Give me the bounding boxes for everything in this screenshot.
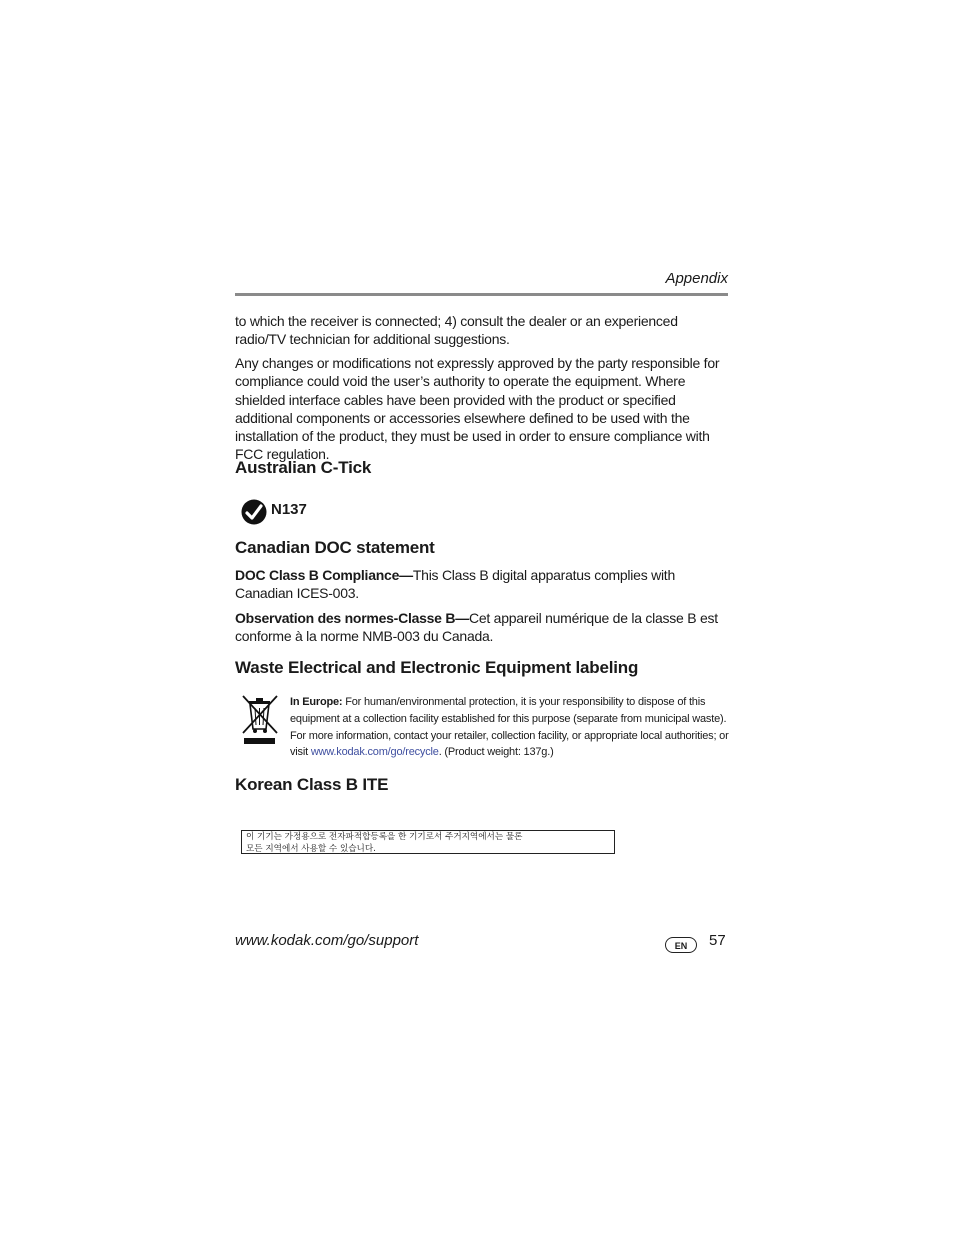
heading-weee: Waste Electrical and Electronic Equipment labeling [235, 658, 639, 677]
heading-australian-c-tick: Australian C-Tick [235, 458, 372, 477]
heading-canadian-doc: Canadian DOC statement [235, 538, 435, 557]
korean-line-1: 이 기기는 가정용으로 전자파적합등록을 한 기기로서 주거지역에서는 물론 [246, 832, 523, 842]
language-badge: EN [665, 937, 697, 953]
korean-statement-box [241, 830, 615, 854]
canadian-paragraph-1 [235, 566, 730, 603]
heading-korean-class-b: Korean Class B ITE [235, 775, 389, 794]
page-number: 57 [709, 932, 726, 949]
korean-line-2: 모든 지역에서 사용할 수 있습니다. [246, 843, 376, 854]
observation-label: Observation des normes-Classe B— [235, 610, 469, 626]
recycle-link[interactable]: www.kodak.com/go/recycle [310, 746, 439, 759]
observation-text: Cet appareil numérique de la classe B est conforme à la norme NMB-003 du Canada. [235, 610, 718, 645]
doc-compliance-text: This Class B digital apparatus complies with Canadian ICES-003. [235, 567, 675, 602]
intro-paragraph-1: to which the receiver is connected; 4) consult the dealer or an experienced radio/TV technician for additional suggestions. [235, 313, 678, 348]
intro-paragraph-2: Any changes or modifications not expressly approved by the party responsible for compliance could void the user’s authority to operate the equipment. Where shielded interface cables have been provided with the product or specified additional components or accessories elsewhere defined to be used with the installation of the product, they must be used in order to ensure compliance with FCC regulation. [235, 355, 720, 463]
weee-lead: In Europe: [290, 696, 343, 708]
weee-text-2: . (Product weight: 137g.) [438, 746, 554, 759]
crossed-bin-icon [241, 693, 279, 745]
weee-paragraph [290, 694, 730, 761]
running-header: Appendix [665, 270, 728, 287]
c-tick-icon [241, 499, 267, 525]
canadian-paragraph-2 [235, 609, 730, 646]
c-tick-code: N137 [271, 501, 307, 518]
doc-compliance-label: DOC Class B Compliance— [235, 567, 413, 583]
footer-support-url[interactable]: www.kodak.com/go/support [235, 932, 419, 949]
weee-text-1: For human/environmental protection, it is your responsibility to dispose of this equipment at a collection facility established for this purpose (separate from municipal waste). For more information, contact your retailer, collection facility, or appropriate local authorities; or visit [290, 696, 729, 759]
header-rule [235, 293, 728, 296]
